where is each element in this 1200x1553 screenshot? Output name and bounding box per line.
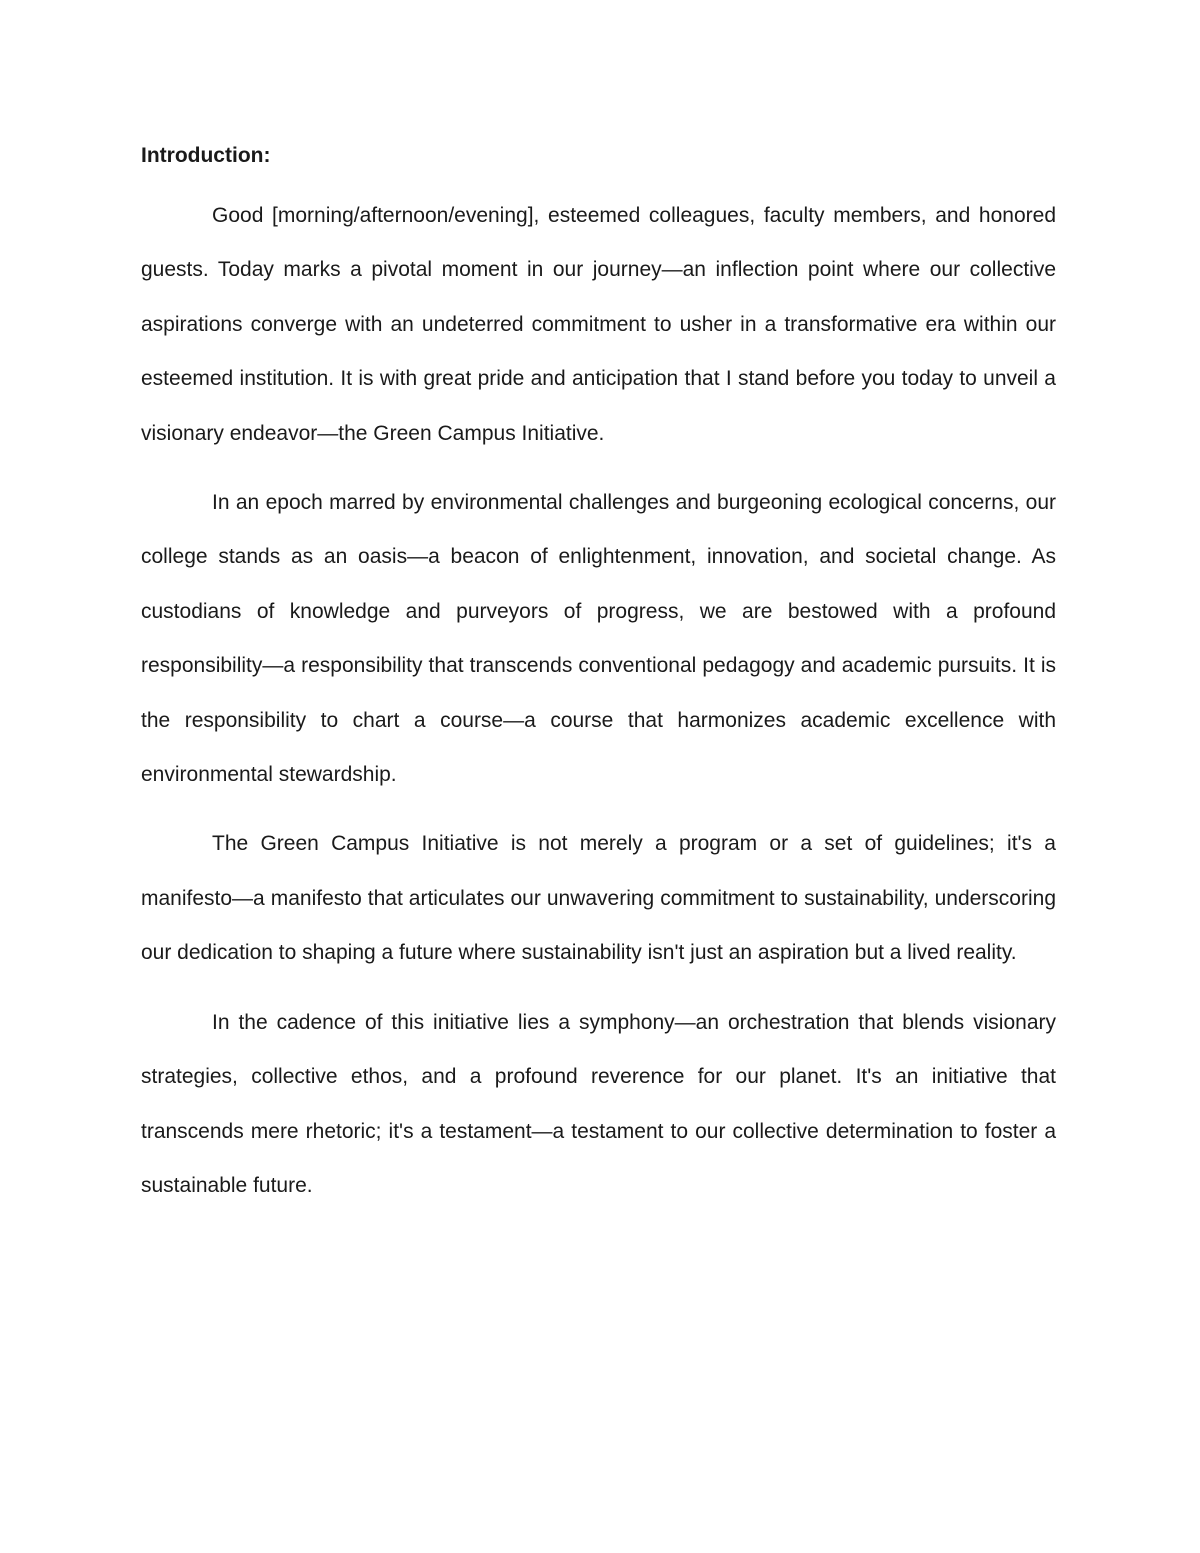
paragraph-3: The Green Campus Initiative is not merely a program or a set of guidelines; it's a manifesto—a manifesto that articulates our unwavering commitment to sustainability, underscoring our dedication to shaping a future where sustainability isn't just an aspiration but a lived reality.: [141, 832, 1056, 965]
document-body: [141, 138, 1056, 1228]
paragraph-1: Good [morning/afternoon/evening], esteemed colleagues, faculty members, and honored guests. Today marks a pivotal moment in our journey—an inflection point where our collective aspirations converge with an undeterred commitment to usher in a transformative era within our esteemed institution. It is with great pride and anticipation that I stand before you today to unveil a visionary endeavor—the Green Campus Initiative.: [141, 204, 1056, 445]
paragraph-2: In an epoch marred by environmental challenges and burgeoning ecological concerns, our college stands as an oasis—a beacon of enlightenment, innovation, and societal change. As custodians of knowledge and purveyors of progress, we are bestowed with a profound responsibility—a responsibility that transcends conventional pedagogy and academic pursuits. It is the responsibility to chart a course—a course that harmonizes academic excellence with environmental stewardship.: [141, 491, 1056, 787]
paragraph-4: In the cadence of this initiative lies a symphony—an orchestration that blends visionary strategies, collective ethos, and a profound reverence for our planet. It's an initiative that transcends mere rhetoric; it's a testament—a testament to our collective determination to foster a sustainable future.: [141, 1010, 1056, 1197]
section-heading: Introduction:: [141, 144, 271, 167]
